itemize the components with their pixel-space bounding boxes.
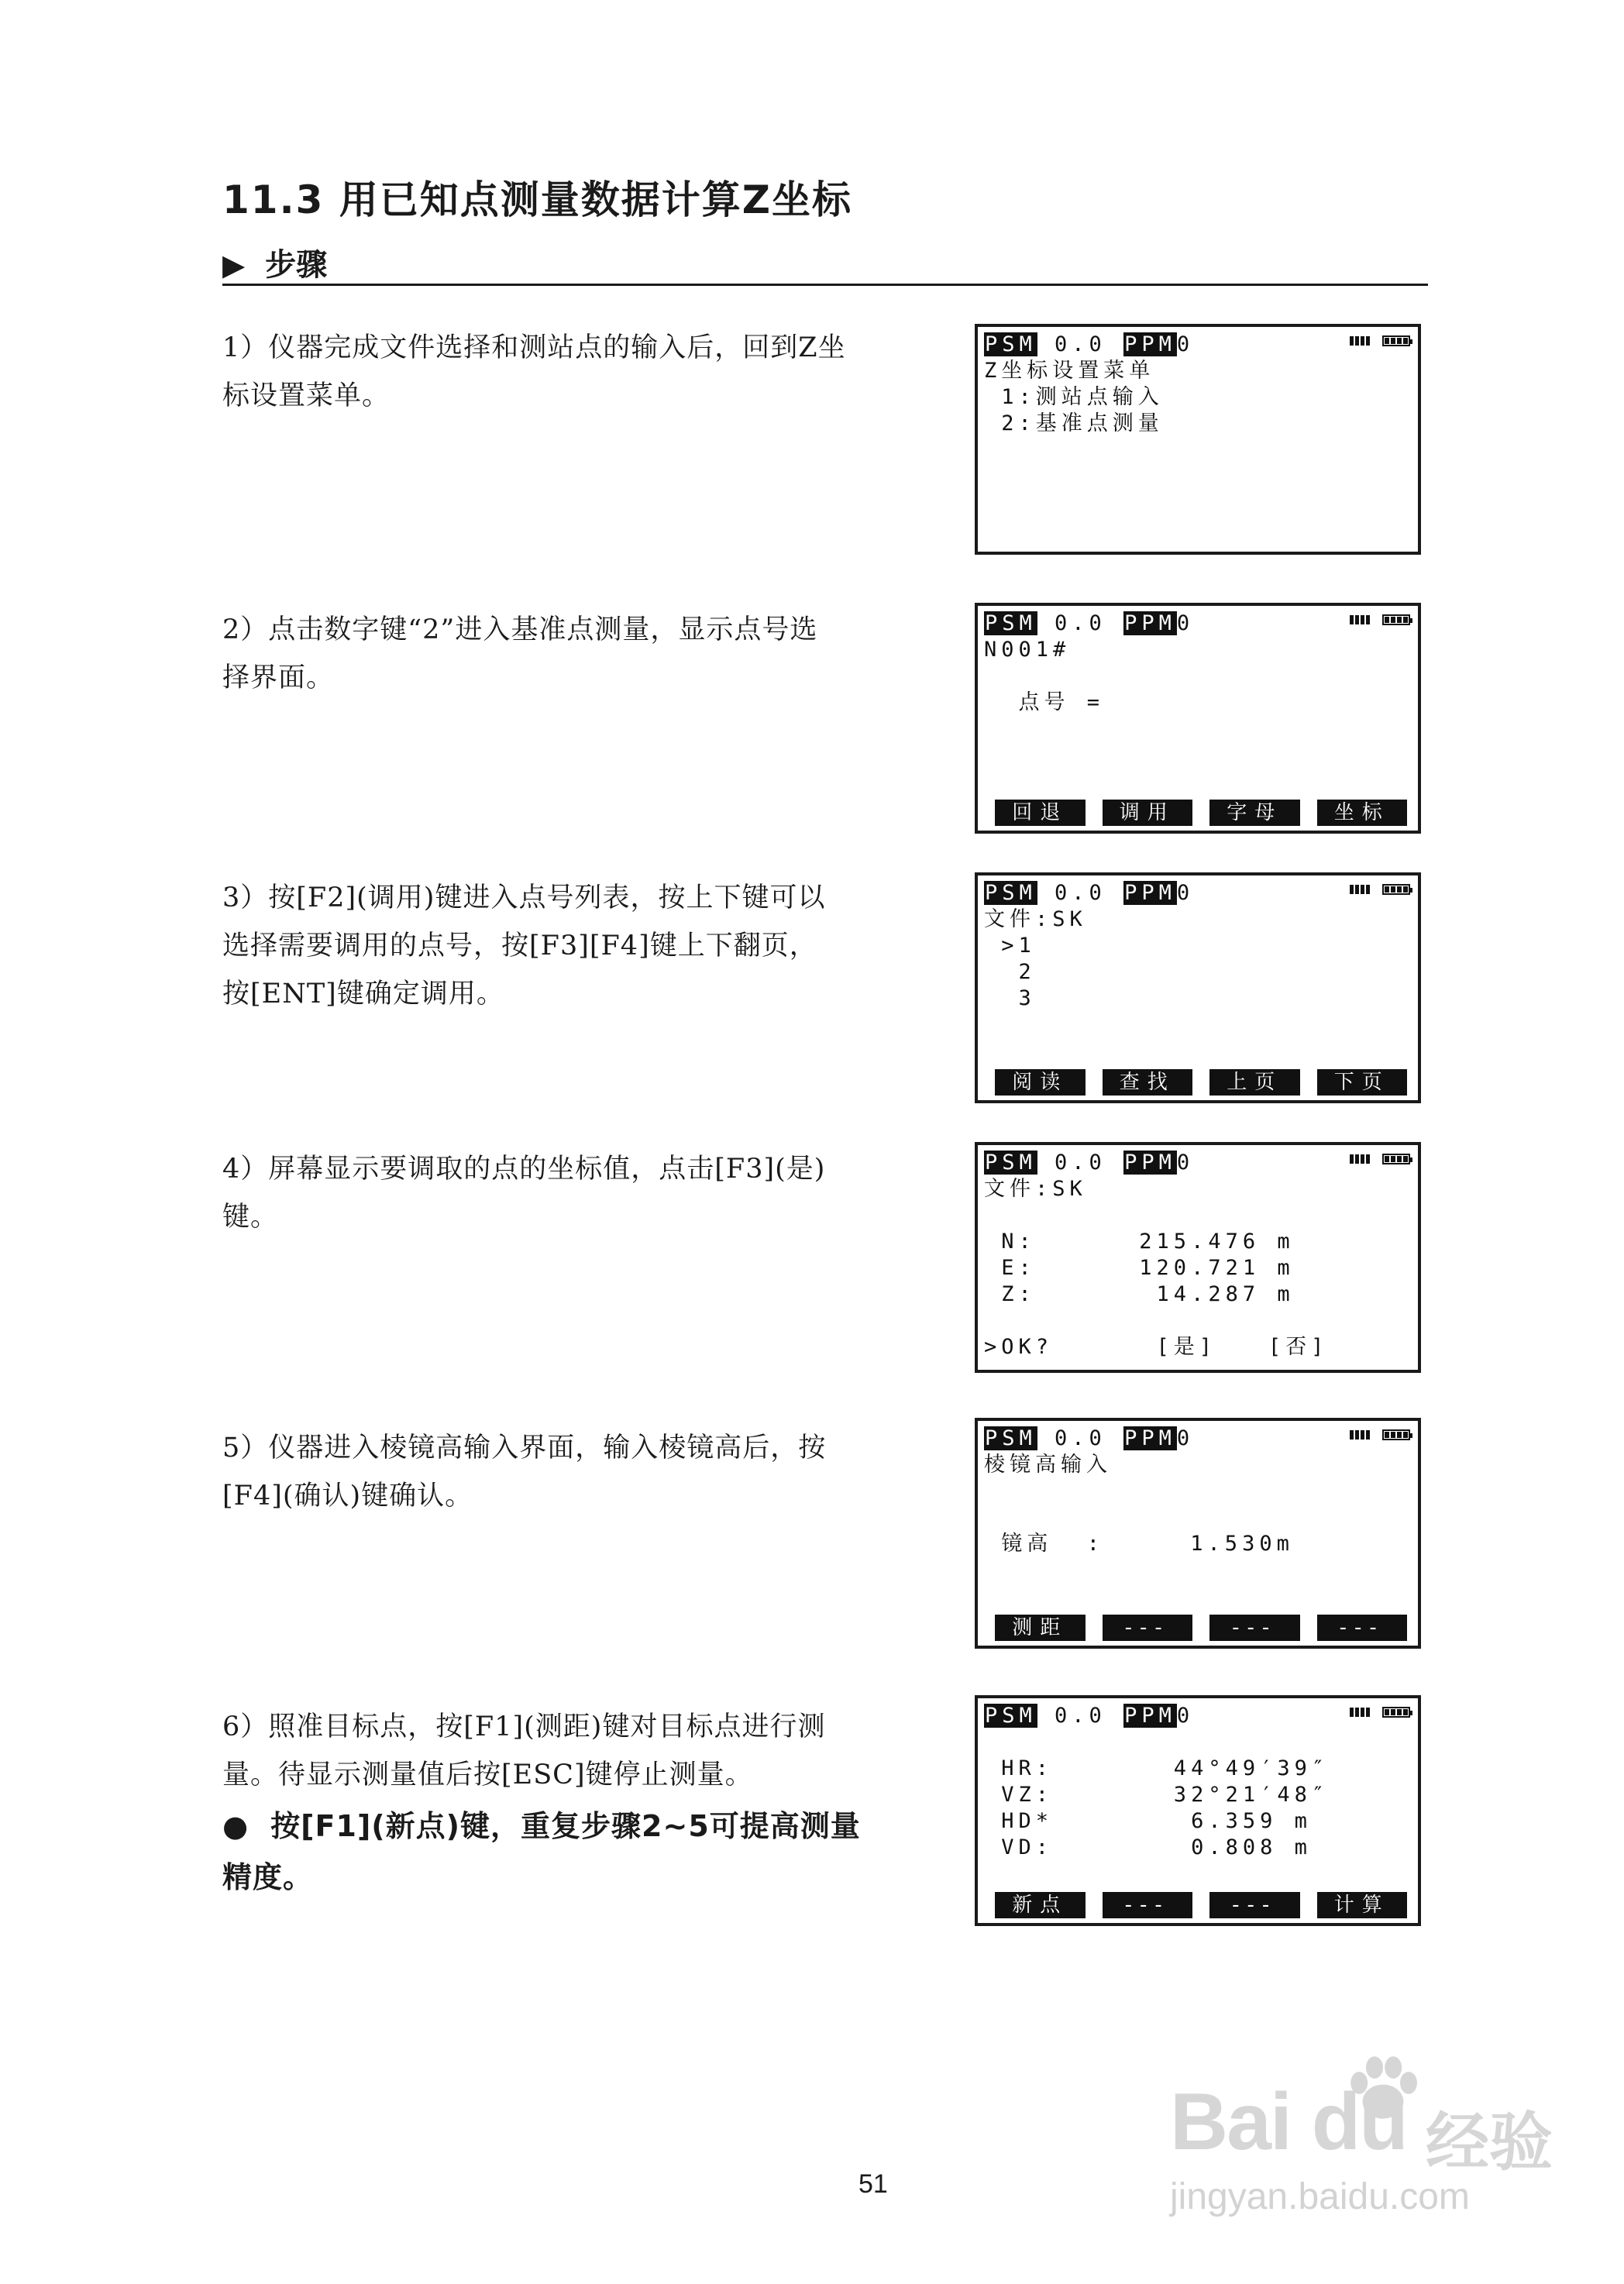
step-line: 选择需要调用的点号，按[F3][F4]键上下翻页，: [222, 930, 817, 961]
watermark-url: jingyan.baidu.com: [1170, 2176, 1470, 2217]
signal-icon: [1350, 336, 1370, 346]
step-line: 择界面。: [222, 662, 335, 693]
step-line: 2）点击数字键“2”进入基准点测量，显示点号选: [222, 614, 818, 645]
status-icons: [1350, 1151, 1410, 1167]
status-bar: [984, 880, 1194, 906]
step-line: 量。待显示测量值后按[ESC]键停止测量。: [222, 1759, 753, 1790]
psm-value: 0.0: [1055, 611, 1106, 635]
instrument-screen-6: [975, 1695, 1421, 1926]
battery-icon: [1382, 1429, 1410, 1440]
heading-rule: [222, 284, 1428, 286]
instrument-screen-2: [975, 603, 1421, 834]
signal-icon: [1350, 1708, 1370, 1717]
ppm-label: PPM: [1124, 881, 1176, 905]
reading-vd: VD: 0.808 m: [984, 1835, 1312, 1859]
instrument-screen-4: [975, 1142, 1421, 1373]
list-item[interactable]: 2: [984, 960, 1036, 984]
coord-e: E: 120.721 m: [984, 1256, 1295, 1280]
softkey-bar: [995, 1892, 1407, 1918]
softkey-bar: [995, 800, 1407, 826]
psm-label: PSM: [985, 332, 1037, 356]
step-line: 1）仪器完成文件选择和测站点的输入后，回到Z坐: [222, 332, 846, 363]
screen-line: 2:基准点测量: [984, 411, 1164, 435]
psm-label: PSM: [985, 1704, 1037, 1728]
softkey-f4[interactable]: 坐标: [1317, 800, 1408, 826]
screen-line: 1:测站点输入: [984, 385, 1164, 409]
softkey-f4[interactable]: 计算: [1317, 1892, 1408, 1918]
reading-hr: HR: 44°49′39″: [984, 1756, 1330, 1780]
instrument-screen-5: [975, 1418, 1421, 1649]
step-3: [222, 874, 904, 1018]
step-line: 键。: [222, 1202, 279, 1233]
softkey-bar: [995, 1615, 1407, 1641]
battery-icon: [1382, 1154, 1410, 1164]
list-item[interactable]: >1: [984, 934, 1036, 958]
triangle-marker-icon: ▶: [222, 248, 246, 282]
signal-icon: [1350, 885, 1370, 894]
ppm-label: PPM: [1124, 1151, 1176, 1175]
status-bar: [984, 611, 1194, 637]
softkey-f3[interactable]: 字母: [1209, 800, 1300, 826]
ppm-value: 0: [1176, 1704, 1195, 1728]
step-line: 4）屏幕显示要调取的点的坐标值，点击[F3](是): [222, 1154, 826, 1185]
steps-heading-label: 步骤: [265, 247, 328, 283]
ppm-value: 0: [1176, 332, 1195, 356]
coord-n: N: 215.476 m: [984, 1230, 1295, 1254]
screen-line: 文件:SK: [984, 907, 1087, 931]
step-4: [222, 1145, 904, 1241]
step-line: 6）照准目标点，按[F1](测距)键对目标点进行测: [222, 1711, 826, 1742]
step-6: [222, 1703, 904, 1903]
ppm-label: PPM: [1124, 611, 1176, 635]
battery-icon: [1382, 614, 1410, 625]
ppm-value: 0: [1176, 881, 1195, 905]
status-bar: [984, 332, 1194, 358]
status-icons: [1350, 333, 1410, 349]
softkey-f3[interactable]: ---: [1209, 1892, 1300, 1918]
ppm-label: PPM: [1124, 1426, 1176, 1450]
softkey-f1[interactable]: 回退: [995, 800, 1086, 826]
ppm-value: 0: [1176, 1151, 1195, 1175]
softkey-f3[interactable]: ---: [1209, 1615, 1300, 1641]
step-note: [222, 1801, 904, 1903]
psm-label: PSM: [985, 1426, 1037, 1450]
watermark-logo-text: Bai du: [1170, 2077, 1407, 2167]
signal-icon: [1350, 615, 1370, 624]
battery-icon: [1382, 335, 1410, 346]
instrument-screen-1: [975, 324, 1421, 555]
psm-value: 0.0: [1055, 332, 1106, 356]
psm-label: PSM: [985, 611, 1037, 635]
softkey-bar: [995, 1069, 1407, 1096]
softkey-f2[interactable]: 查找: [1103, 1069, 1193, 1096]
psm-label: PSM: [985, 1151, 1037, 1175]
steps-heading: [222, 240, 327, 284]
confirm-prompt[interactable]: >OK? [是] [否]: [984, 1335, 1329, 1359]
status-bar: [984, 1426, 1194, 1452]
step-line: 5）仪器进入棱镜高输入界面，输入棱镜高后，按: [222, 1433, 827, 1464]
status-icons: [1350, 1427, 1410, 1443]
step-5: [222, 1424, 904, 1520]
page-number: 51: [858, 2169, 888, 2199]
psm-value: 0.0: [1055, 881, 1106, 905]
screen-line: 点号 =: [984, 690, 1105, 714]
reading-vz: VZ: 32°21′48″: [984, 1783, 1330, 1807]
psm-value: 0.0: [1055, 1426, 1106, 1450]
ppm-label: PPM: [1124, 332, 1176, 356]
bullet-icon: ●: [222, 1809, 249, 1843]
softkey-f1[interactable]: 阅读: [995, 1069, 1086, 1096]
ppm-value: 0: [1176, 611, 1195, 635]
softkey-f2[interactable]: ---: [1103, 1892, 1193, 1918]
softkey-f1[interactable]: 新点: [995, 1892, 1086, 1918]
screen-line: Z坐标设置菜单: [984, 359, 1155, 383]
watermark-cn-text: 经验: [1426, 2106, 1553, 2179]
softkey-f4[interactable]: ---: [1317, 1615, 1408, 1641]
step-line: 3）按[F2](调用)键进入点号列表，按上下键可以: [222, 882, 826, 913]
psm-label: PSM: [985, 881, 1037, 905]
step-line: [F4](确认)键确认。: [222, 1481, 473, 1512]
ppm-label: PPM: [1124, 1704, 1176, 1728]
note-line: 精度。: [222, 1860, 314, 1894]
status-icons: [1350, 612, 1410, 628]
reading-hd: HD* 6.359 m: [984, 1809, 1312, 1833]
step-line: 标设置菜单。: [222, 380, 391, 411]
step-line: 按[ENT]键确定调用。: [222, 979, 504, 1010]
prism-height-field[interactable]: 镜高 : 1.530m: [984, 1532, 1294, 1556]
softkey-f2[interactable]: ---: [1103, 1615, 1193, 1641]
page-title: 11.3 用已知点测量数据计算Z坐标: [222, 177, 853, 222]
screen-line: 文件:SK: [984, 1177, 1087, 1201]
signal-icon: [1350, 1430, 1370, 1440]
softkey-f3[interactable]: 上页: [1209, 1069, 1300, 1096]
status-bar: [984, 1150, 1194, 1176]
status-bar: [984, 1703, 1194, 1729]
step-2: [222, 606, 904, 702]
coord-z: Z: 14.287 m: [984, 1282, 1295, 1306]
baidu-watermark: [1162, 2045, 1565, 2231]
note-line: 按[F1](新点)键，重复步骤2~5可提高测量: [270, 1809, 861, 1843]
ppm-value: 0: [1176, 1426, 1195, 1450]
list-item[interactable]: 3: [984, 986, 1036, 1010]
instrument-screen-3: [975, 872, 1421, 1103]
battery-icon: [1382, 1707, 1410, 1718]
softkey-f2[interactable]: 调用: [1103, 800, 1193, 826]
softkey-f1[interactable]: 测距: [995, 1615, 1086, 1641]
psm-value: 0.0: [1055, 1151, 1106, 1175]
step-1: [222, 324, 904, 420]
softkey-f4[interactable]: 下页: [1317, 1069, 1408, 1096]
psm-value: 0.0: [1055, 1704, 1106, 1728]
screen-line: 棱镜高输入: [984, 1453, 1112, 1477]
status-icons: [1350, 1704, 1410, 1720]
status-icons: [1350, 882, 1410, 897]
signal-icon: [1350, 1154, 1370, 1164]
battery-icon: [1382, 884, 1410, 895]
screen-line: N001#: [984, 638, 1071, 662]
